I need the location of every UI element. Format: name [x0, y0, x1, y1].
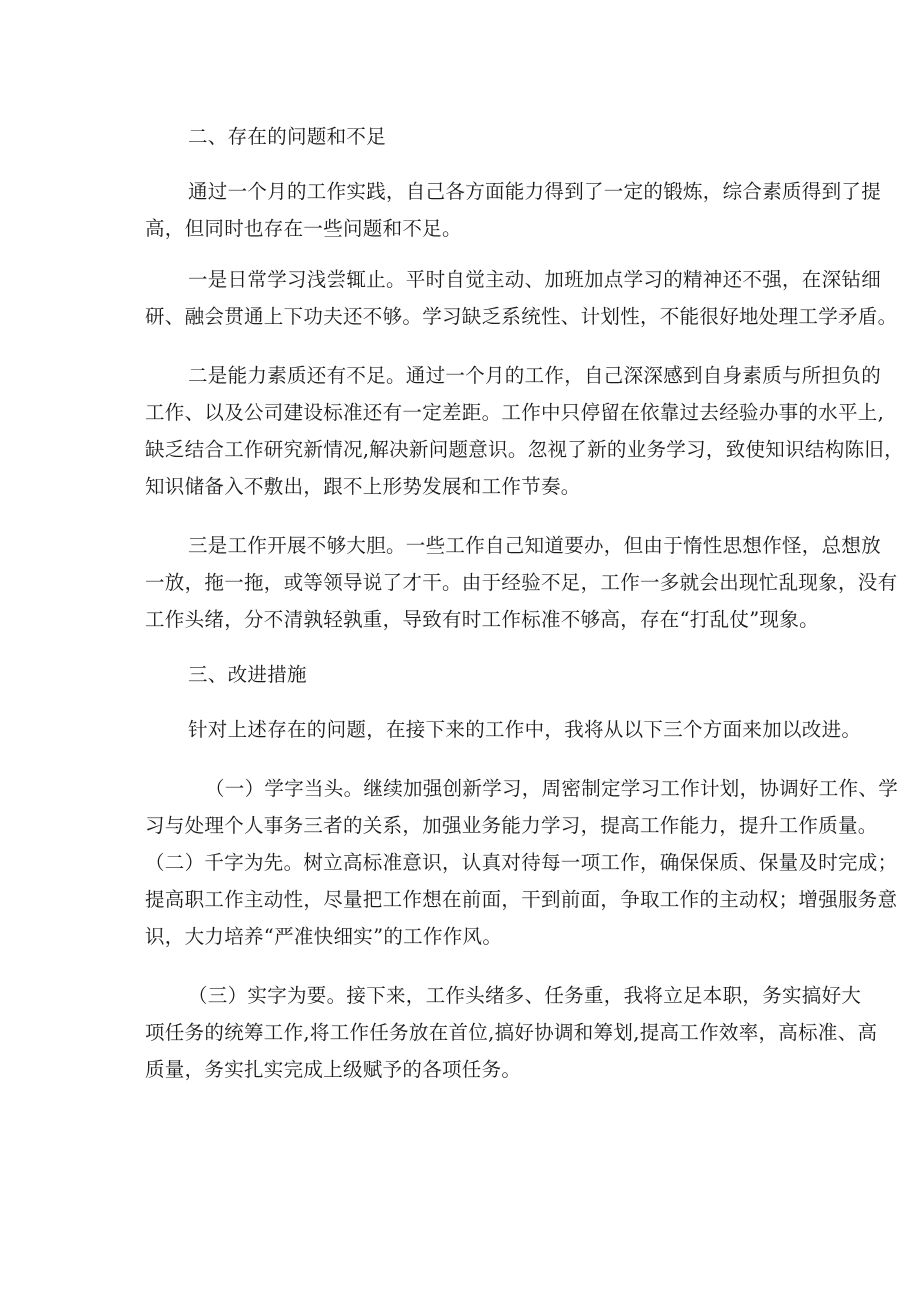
section-heading-measures: 三、改进措施 — [188, 663, 307, 686]
paragraph-line: 缺乏结合工作研究新情况,解决新问题意识。忽视了新的业务学习，致使知识结构陈旧， — [145, 438, 904, 461]
paragraph-ability — [145, 357, 904, 505]
paragraph-measures-1-2 — [145, 770, 899, 955]
paragraph-line: 习与处理个人事务三者的关系，加强业务能力学习，提高工作能力，提升工作质量。 — [145, 814, 878, 837]
paragraph-line: 工作头绪，分不清孰轻孰重，导致有时工作标准不够高，存在“打乱仗”现象。 — [145, 608, 819, 631]
paragraph-line: 质量，务实扎实完成上级赋予的各项任务。 — [145, 1058, 522, 1081]
paragraph-study — [145, 261, 898, 335]
paragraph-measures-intro: 针对上述存在的问题，在接下来的工作中，我将从以下三个方面来加以改进。 — [188, 718, 862, 741]
paragraph-line: （二）千字为先。树立高标准意识，认真对待每一项工作，确保保质、保量及时完成； — [145, 851, 898, 874]
paragraph-line: 工作、以及公司建设标准还有一定差距。工作中只停留在依靠过去经验办事的水平上, — [145, 401, 885, 424]
paragraph-line: 提高职工作主动性，尽量把工作想在前面，干到前面，争取工作的主动权；增强服务意 — [145, 888, 898, 911]
paragraph-line: 三是工作开展不够大胆。一些工作自己知道要办，但由于惰性思想作怪，总想放 — [188, 534, 882, 557]
paragraph-line: 识，大力培养“严准快细实”的工作作风。 — [145, 925, 503, 948]
section-heading-problems: 二、存在的问题和不足 — [188, 125, 387, 148]
paragraph-line: 项任务的统筹工作,将工作任务放在首位,搞好协调和筹划,提高工作效率，高标准、高 — [145, 1021, 878, 1044]
paragraph-line: （一）学字当头。继续加强创新学习，周密制定学习工作计划，协调好工作、学 — [205, 777, 899, 800]
paragraph-line: 一放，拖一拖，或等领导说了才干。由于经验不足，工作一多就会出现忙乱现象，没有 — [145, 571, 898, 594]
paragraph-line: 知识储备入不敷出，跟不上形势发展和工作节奏。 — [145, 475, 581, 498]
document-body — [145, 118, 904, 1088]
paragraph-intro — [145, 173, 882, 247]
paragraph-line: 通过一个月的工作实践，自己各方面能力得到了一定的锻炼，综合素质得到了提 — [188, 180, 882, 203]
paragraph-line: 一是日常学习浅尝辄止。平时自觉主动、加班加点学习的精神还不强，在深钻细 — [188, 268, 882, 291]
paragraph-line: 高，但同时也存在一些问题和不足。 — [145, 217, 462, 240]
paragraph-measures-3 — [145, 977, 878, 1088]
paragraph-line: （三）实字为要。接下来，工作头绪多、任务重，我将立足本职，务实搞好大 — [188, 984, 862, 1007]
paragraph-line: 二是能力素质还有不足。通过一个月的工作，自己深深感到自身素质与所担负的 — [188, 364, 882, 387]
paragraph-line: 研、融会贯通上下功夫还不够。学习缺乏系统性、计划性，不能很好地处理工学矛盾。 — [145, 305, 898, 328]
paragraph-boldness — [145, 527, 898, 638]
